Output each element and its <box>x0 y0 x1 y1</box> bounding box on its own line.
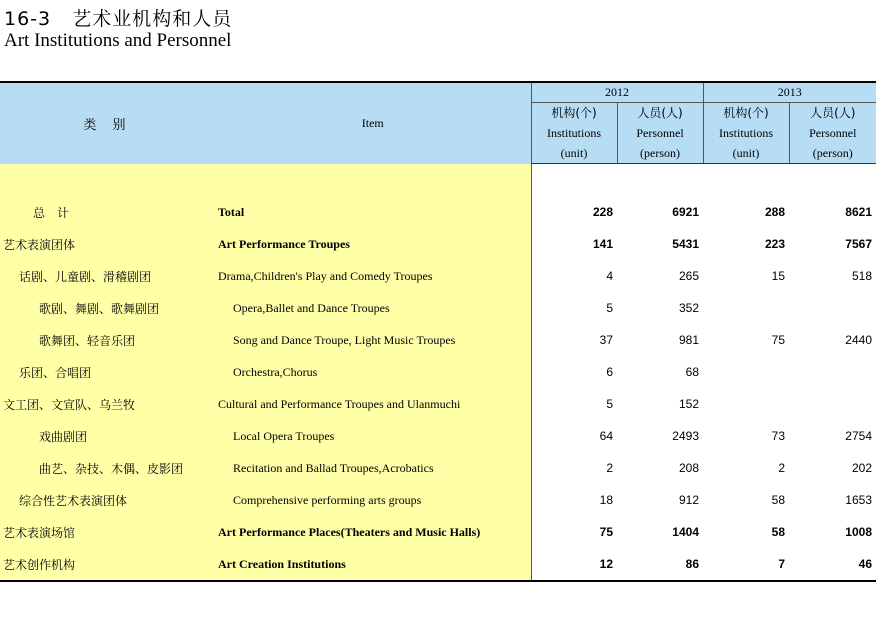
row-personnel-2013 <box>789 388 876 420</box>
row-institutions-2013 <box>703 292 789 324</box>
spacer-row <box>0 164 876 197</box>
row-item: Local Opera Troupes <box>215 420 531 452</box>
table-row <box>0 196 876 228</box>
row-item: Drama,Children's Play and Comedy Troupes <box>215 260 531 292</box>
row-item: Art Creation Institutions <box>215 548 531 581</box>
table-code: 16-3 <box>4 8 52 30</box>
row-institutions-2012: 228 <box>531 196 617 228</box>
row-institutions-2013: 288 <box>764 205 785 219</box>
table-row <box>0 388 876 420</box>
row-institutions-2012: 12 <box>531 548 617 581</box>
row-institutions-2012: 4 <box>531 260 617 292</box>
row-institutions-2012: 75 <box>531 516 617 548</box>
row-item: Recitation and Ballad Troupes,Acrobatics <box>215 452 531 484</box>
table-row <box>0 324 876 356</box>
row-institutions-2013: 7 <box>703 548 789 581</box>
row-item: Art Performance Places(Theaters and Music Halls) <box>215 516 531 548</box>
row-institutions-2013: 223 <box>764 237 785 251</box>
row-institutions-2012: 64 <box>531 420 617 452</box>
row-institutions-2012: 141 <box>531 228 617 260</box>
row-personnel-2013: 1008 <box>845 525 872 539</box>
row-personnel-2012: 981 <box>678 333 699 347</box>
row-personnel-2012: 912 <box>678 493 699 507</box>
row-item: Opera,Ballet and Dance Troupes <box>215 292 531 324</box>
row-personnel-2013: 2754 <box>845 429 872 443</box>
row-category: 艺术表演场馆 <box>0 516 215 548</box>
row-personnel-2013: 7567 <box>845 237 872 251</box>
row-institutions-2013 <box>703 356 789 388</box>
statistics-table <box>0 81 876 582</box>
table-row <box>0 356 876 388</box>
row-category: 总 计 <box>0 196 215 228</box>
row-institutions-2012: 6 <box>531 356 617 388</box>
row-personnel-2012: 208 <box>678 461 699 475</box>
header-year-2012: 2012 <box>531 82 703 103</box>
row-personnel-2013 <box>789 356 876 388</box>
row-category: 艺术创作机构 <box>0 548 215 581</box>
row-personnel-2012: 86 <box>617 548 703 581</box>
table-row <box>0 420 876 452</box>
table-title-cn <box>4 4 232 31</box>
header-institutions-2013: 机构(个) Institutions (unit) <box>703 103 789 164</box>
row-category: 话剧、儿童剧、滑稽剧团 <box>0 260 215 292</box>
row-institutions-2013: 73 <box>771 429 785 443</box>
table-header <box>0 82 876 164</box>
row-item: Comprehensive performing arts groups <box>215 484 531 516</box>
row-personnel-2013: 2440 <box>845 333 872 347</box>
row-institutions-2013: 75 <box>771 333 785 347</box>
header-institutions-2012: 机构(个) Institutions (unit) <box>531 103 617 164</box>
table-row <box>0 548 876 581</box>
row-personnel-2012: 68 <box>685 365 699 379</box>
row-personnel-2012: 5431 <box>672 237 699 251</box>
table-row <box>0 292 876 324</box>
header-year-2013: 2013 <box>703 82 876 103</box>
table-row <box>0 228 876 260</box>
header-item: Item <box>215 82 531 164</box>
row-institutions-2012: 2 <box>531 452 617 484</box>
row-personnel-2012: 6921 <box>672 205 699 219</box>
row-item: Cultural and Performance Troupes and Ulanmuchi <box>215 388 531 420</box>
row-personnel-2013: 46 <box>789 548 876 581</box>
row-institutions-2012: 18 <box>531 484 617 516</box>
row-personnel-2012: 152 <box>678 397 699 411</box>
row-personnel-2013 <box>789 292 876 324</box>
row-category: 歌剧、舞剧、歌舞剧团 <box>0 292 215 324</box>
row-personnel-2013: 202 <box>851 461 872 475</box>
table-row <box>0 260 876 292</box>
table-title-cn-text: 艺术业机构和人员 <box>72 8 233 30</box>
table-title-en: Art Institutions and Personnel <box>4 30 232 51</box>
table-row <box>0 452 876 484</box>
row-personnel-2012: 1404 <box>672 525 699 539</box>
row-personnel-2013: 1653 <box>845 493 872 507</box>
row-category: 艺术表演团体 <box>0 228 215 260</box>
row-institutions-2013: 58 <box>771 493 785 507</box>
row-item: Total <box>215 196 531 228</box>
row-personnel-2012: 265 <box>678 269 699 283</box>
header-category: 类 别 <box>0 82 215 164</box>
row-item: Song and Dance Troupe, Light Music Troupes <box>215 324 531 356</box>
row-category: 文工团、文宣队、乌兰牧 <box>0 388 215 420</box>
row-item: Orchestra,Chorus <box>215 356 531 388</box>
row-personnel-2012: 2493 <box>672 429 699 443</box>
row-category: 歌舞团、轻音乐团 <box>0 324 215 356</box>
row-institutions-2012: 5 <box>531 388 617 420</box>
row-institutions-2013 <box>703 388 789 420</box>
table-row <box>0 516 876 548</box>
header-personnel-2013: 人员(人) Personnel (person) <box>789 103 876 164</box>
row-personnel-2013: 518 <box>851 269 872 283</box>
row-category: 曲艺、杂技、木偶、皮影团 <box>0 452 215 484</box>
row-institutions-2012: 5 <box>531 292 617 324</box>
row-personnel-2013: 8621 <box>845 205 872 219</box>
row-personnel-2012: 352 <box>678 301 699 315</box>
row-institutions-2013: 2 <box>778 461 785 475</box>
row-category: 乐团、合唱团 <box>0 356 215 388</box>
header-personnel-2012: 人员(人) Personnel (person) <box>617 103 703 164</box>
row-institutions-2013: 58 <box>771 525 785 539</box>
row-category: 综合性艺术表演团体 <box>0 484 215 516</box>
table-row <box>0 484 876 516</box>
row-item: Art Performance Troupes <box>215 228 531 260</box>
table-body <box>0 164 876 582</box>
row-institutions-2013: 15 <box>771 269 785 283</box>
row-category: 戏曲剧团 <box>0 420 215 452</box>
row-institutions-2012: 37 <box>531 324 617 356</box>
